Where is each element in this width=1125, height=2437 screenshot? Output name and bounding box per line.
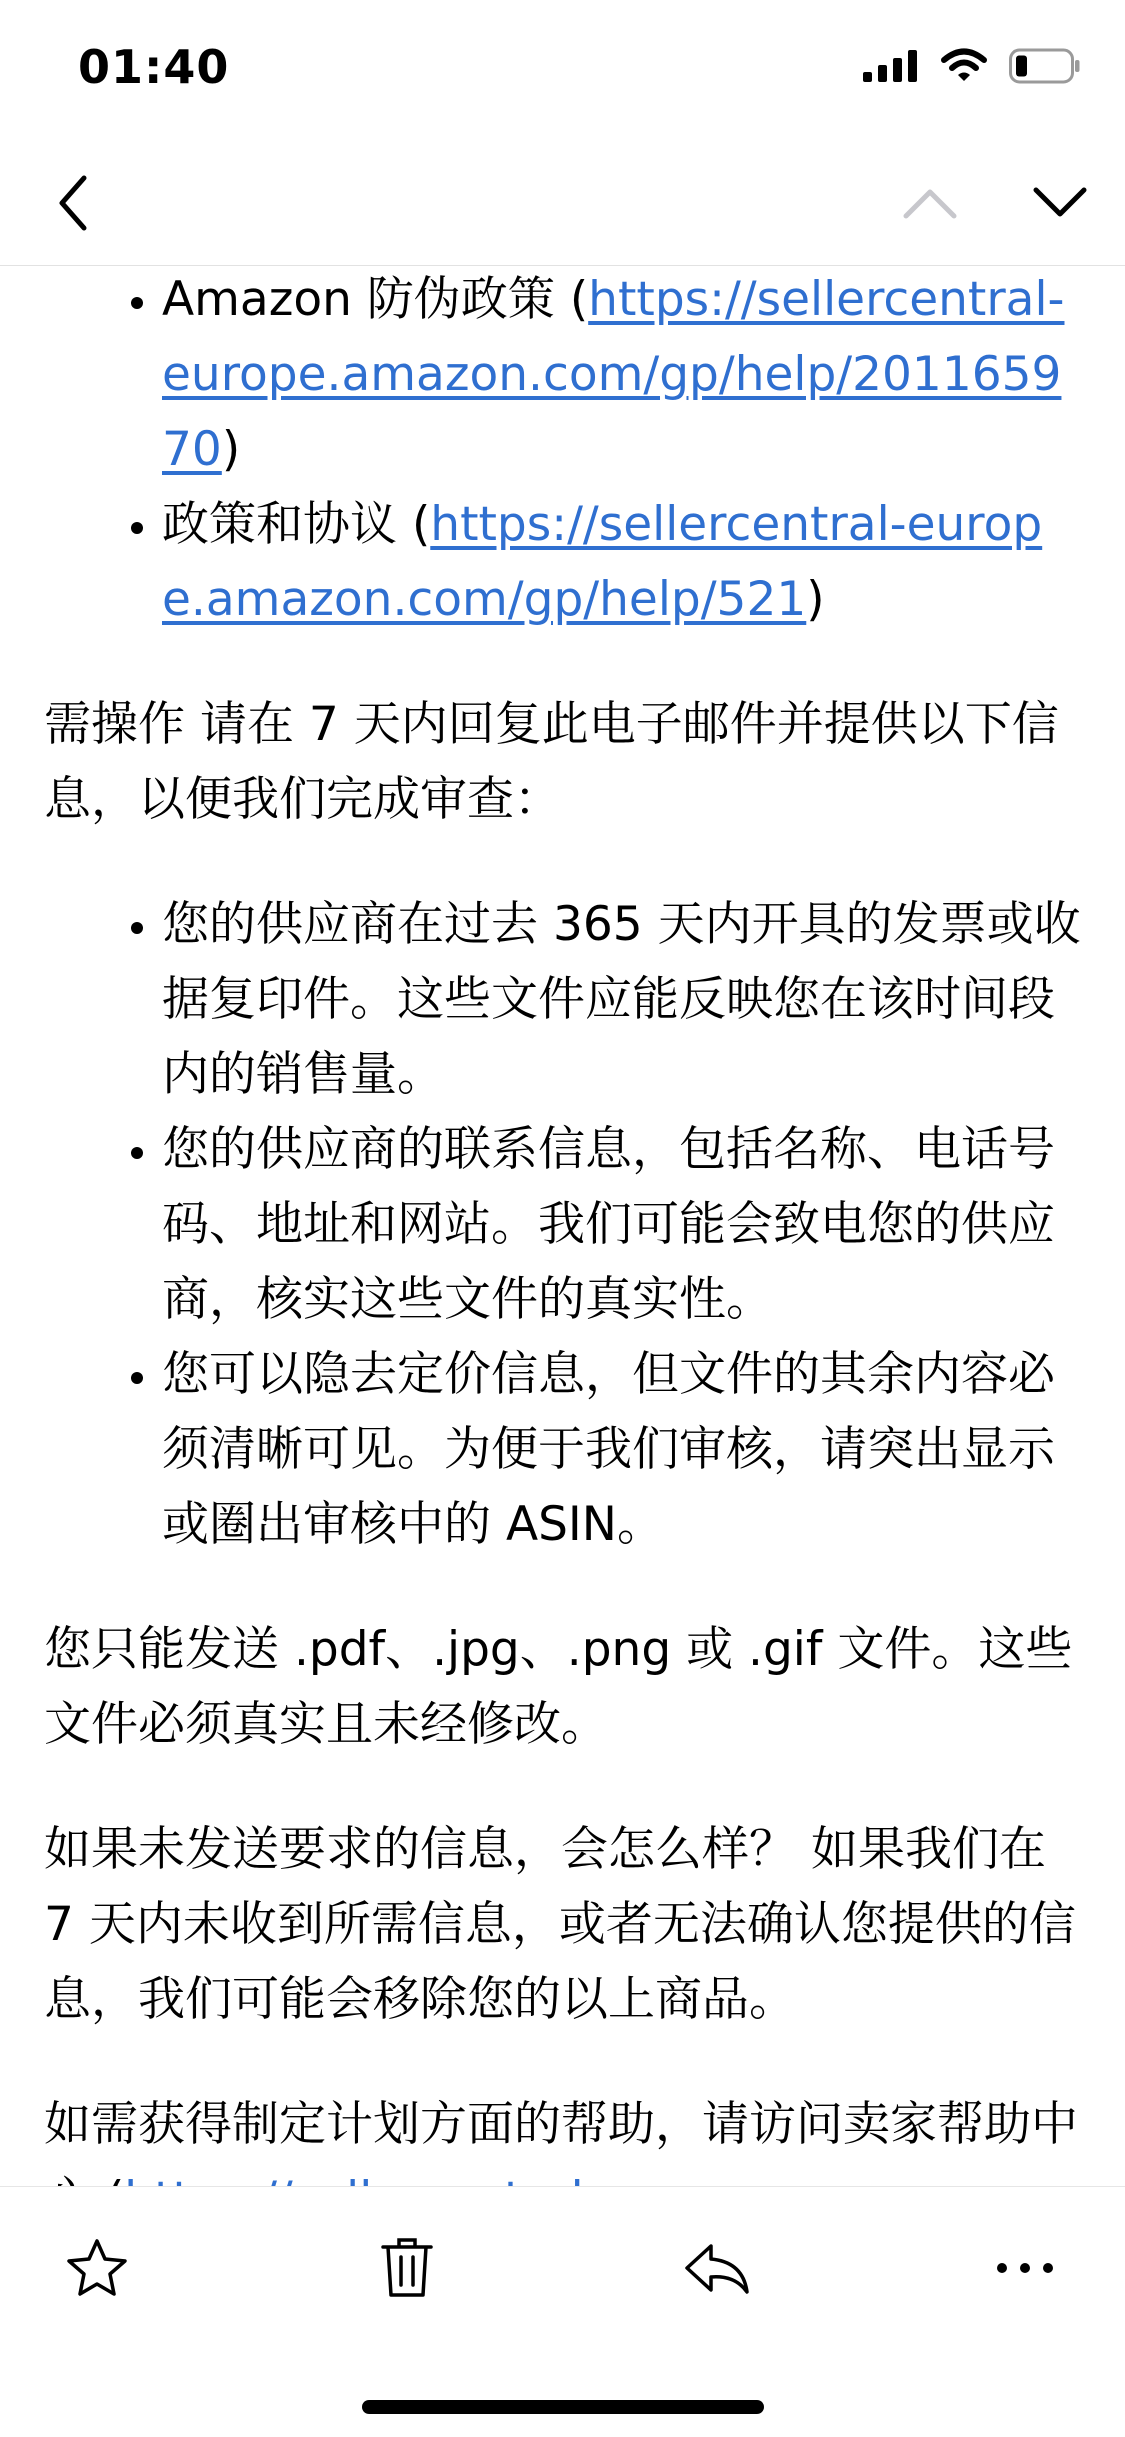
policy-list-item <box>162 262 1081 487</box>
requirements-list <box>44 887 1081 1562</box>
more-button[interactable] <box>980 2223 1070 2313</box>
battery-icon <box>1009 48 1081 88</box>
status-icons <box>863 48 1081 88</box>
more-icon <box>995 2261 1055 2275</box>
chevron-left-icon <box>56 174 90 232</box>
flag-button[interactable] <box>52 2223 142 2313</box>
policy-list <box>44 262 1081 637</box>
delete-button[interactable] <box>362 2223 452 2313</box>
requirement-item: • 您的供应商的联系信息，包括名称、电话号码、地址和网站。我们可能会致电您的供应商，核实这些文件的真实性。 <box>162 1112 1081 1337</box>
policy-suffix: ) <box>806 572 825 627</box>
policy-link[interactable]: https://sellercentral-europe.amazon.com/gp/help/521 <box>162 497 1043 627</box>
message-nav-bar <box>0 140 1125 266</box>
reply-icon <box>683 2240 751 2296</box>
status-bar <box>0 0 1125 140</box>
chevron-down-icon <box>1032 186 1088 220</box>
previous-message-button[interactable] <box>895 168 965 238</box>
status-time: 01:40 <box>78 40 230 94</box>
help-text: 如需获得制定计划方面的帮助，请访问卖家帮助中 <box>44 2097 1078 2152</box>
consequence-text: 如果未发送要求的信息，会怎么样？ 如果我们在 7 天内未收到所需信息，或者无法确认您提供的信息，我们可能会移除您的以上商品。 <box>44 1822 1076 2027</box>
next-message-button[interactable] <box>1025 168 1095 238</box>
policy-suffix: ) <box>221 422 241 477</box>
trash-icon <box>379 2235 435 2301</box>
action-required-text: 需操作 请在 7 天内回复此电子邮件并提供以下信息，以便我们完成审查： <box>44 697 1059 827</box>
back-button[interactable] <box>38 168 108 238</box>
policy-list-item <box>162 487 1081 637</box>
file-types-text: 您只能发送 .pdf、.jpg、.png 或 .gif 文件。这些文件必须真实且未经修改。 <box>44 1622 1073 1752</box>
reply-button[interactable] <box>672 2223 762 2313</box>
chevron-up-icon <box>902 186 958 220</box>
policy-label: Amazon 防伪政策 ( <box>162 272 589 327</box>
signal-icon <box>863 50 919 86</box>
policy-label: 政策和协议 ( <box>162 497 431 552</box>
wifi-icon <box>941 49 987 87</box>
requirement-item: • 您可以隐去定价信息，但文件的其余内容必须清晰可见。为便于我们审核，请突出显示或圈出审核中的 ASIN。 <box>162 1337 1081 1562</box>
star-icon <box>65 2237 129 2299</box>
home-indicator[interactable] <box>362 2400 764 2414</box>
requirement-item: • 您的供应商在过去 365 天内开具的发票或收据复印件。这些文件应能反映您在该时间段内的销售量。 <box>162 887 1081 1112</box>
email-body[interactable] <box>0 266 1125 2186</box>
policy-link[interactable]: https://sellercentral-europe.amazon.com/gp/help/201165970 <box>162 272 1065 477</box>
